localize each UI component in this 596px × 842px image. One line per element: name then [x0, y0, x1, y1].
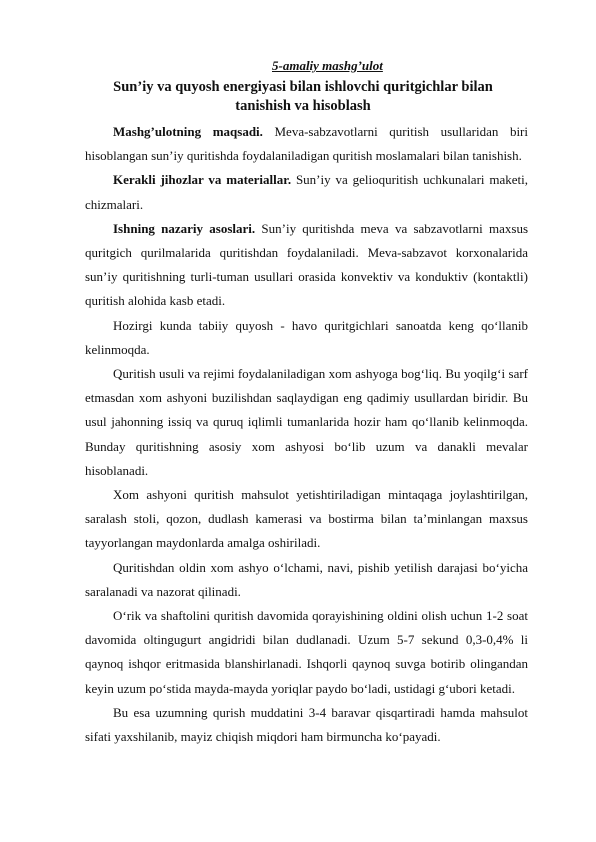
paragraph-purpose	[85, 120, 528, 168]
paragraph: O‘rik va shaftolini quritish davomida qorayishining oldini olish uchun 1-2 soat davomida oltingugurt angidridi bilan dudlanadi. Uzum 5-7 sekund 0,3-0,4% li qaynoq ishqor eritmasida blanshirlanadi. Ishqorli qaynoq suvga botirib olingandan keyin uzum po‘stida mayda-mayda yoriqlar paydo bo‘ladi, ustidagi g‘ubori ketadi.	[85, 608, 528, 696]
paragraph-equipment	[85, 168, 528, 216]
paragraph-text: Sun’iy quritishda meva va sabzavotlarni maxsus quritgich qurilmalarida quritishdan foydalaniladi. Meva-sabzavot korxonalarida sun’iy quritishning turli-tuman usullari orasida konvektiv va konduktiv (kontaktli) quritish alohida kasb etadi.	[85, 220, 528, 309]
paragraph-lead: Kerakli jihozlar va materiallar.	[113, 172, 292, 188]
paragraph: Quritishdan oldin xom ashyo o‘lchami, navi, pishib yetilish darajasi bo‘yicha saralanadi va nazorat qilinadi.	[85, 559, 528, 599]
title-line-2: tanishish va hisoblash	[235, 98, 371, 114]
paragraph: Quritish usuli va rejimi foydalaniladigan xom ashyoga bog‘liq. Bu yoqilg‘i sarf etmasdan xom ashyoni buzilishdan saqlaydigan eng qadimiy usullardan biridir. Bu usul jahonning issiq va quruq iqlimli tumanlarida hozir ham qo‘llanib kelinmoqda. Bunday quritishning asosiy xom ashyosi bo‘lib uzum va danakli mevalar hisoblanadi.	[85, 366, 528, 478]
body-text	[85, 120, 528, 749]
paragraph-theory	[85, 217, 528, 314]
paragraph-text: Meva-sabzavotlarni quritish usullaridan biri hisoblangan sun’iy quritishda foydalaniladigan quritish moslamalari bilan tanishish.	[85, 124, 528, 164]
paragraph: Bu esa uzumning qurish muddatini 3-4 baravar qisqartiradi hamda mahsulot sifati yaxshilanib, mayiz chiqish miqdori ham birmuncha ko‘payadi.	[85, 704, 528, 745]
page-title	[72, 78, 534, 116]
paragraph-text: Sun’iy va gelioquritish uchkunalari maketi, chizmalari.	[85, 172, 528, 212]
paragraph: Hozirgi kunda tabiiy quyosh - havo quritgichlari sanoatda keng qo‘llanib kelinmoqda.	[85, 317, 528, 357]
paragraph-lead: Mashg’ulotning maqsadi.	[113, 124, 263, 139]
lab-title: 5-amaliy mashg’ulot	[272, 58, 383, 73]
paragraph-lead: Ishning nazariy asoslari.	[113, 220, 256, 236]
paragraph: Xom ashyoni quritish mahsulot yetishtiriladigan mintaqaga joylashtirilgan, saralash stoli, qozon, dudlash kamerasi va bostirma bilan ta’minlangan maxsus tayyorlangan maydonlarda amalga oshiriladi.	[85, 487, 528, 551]
title-line-1: Sun’iy va quyosh energiyasi bilan ishlovchi quritgichlar bilan	[113, 79, 493, 95]
